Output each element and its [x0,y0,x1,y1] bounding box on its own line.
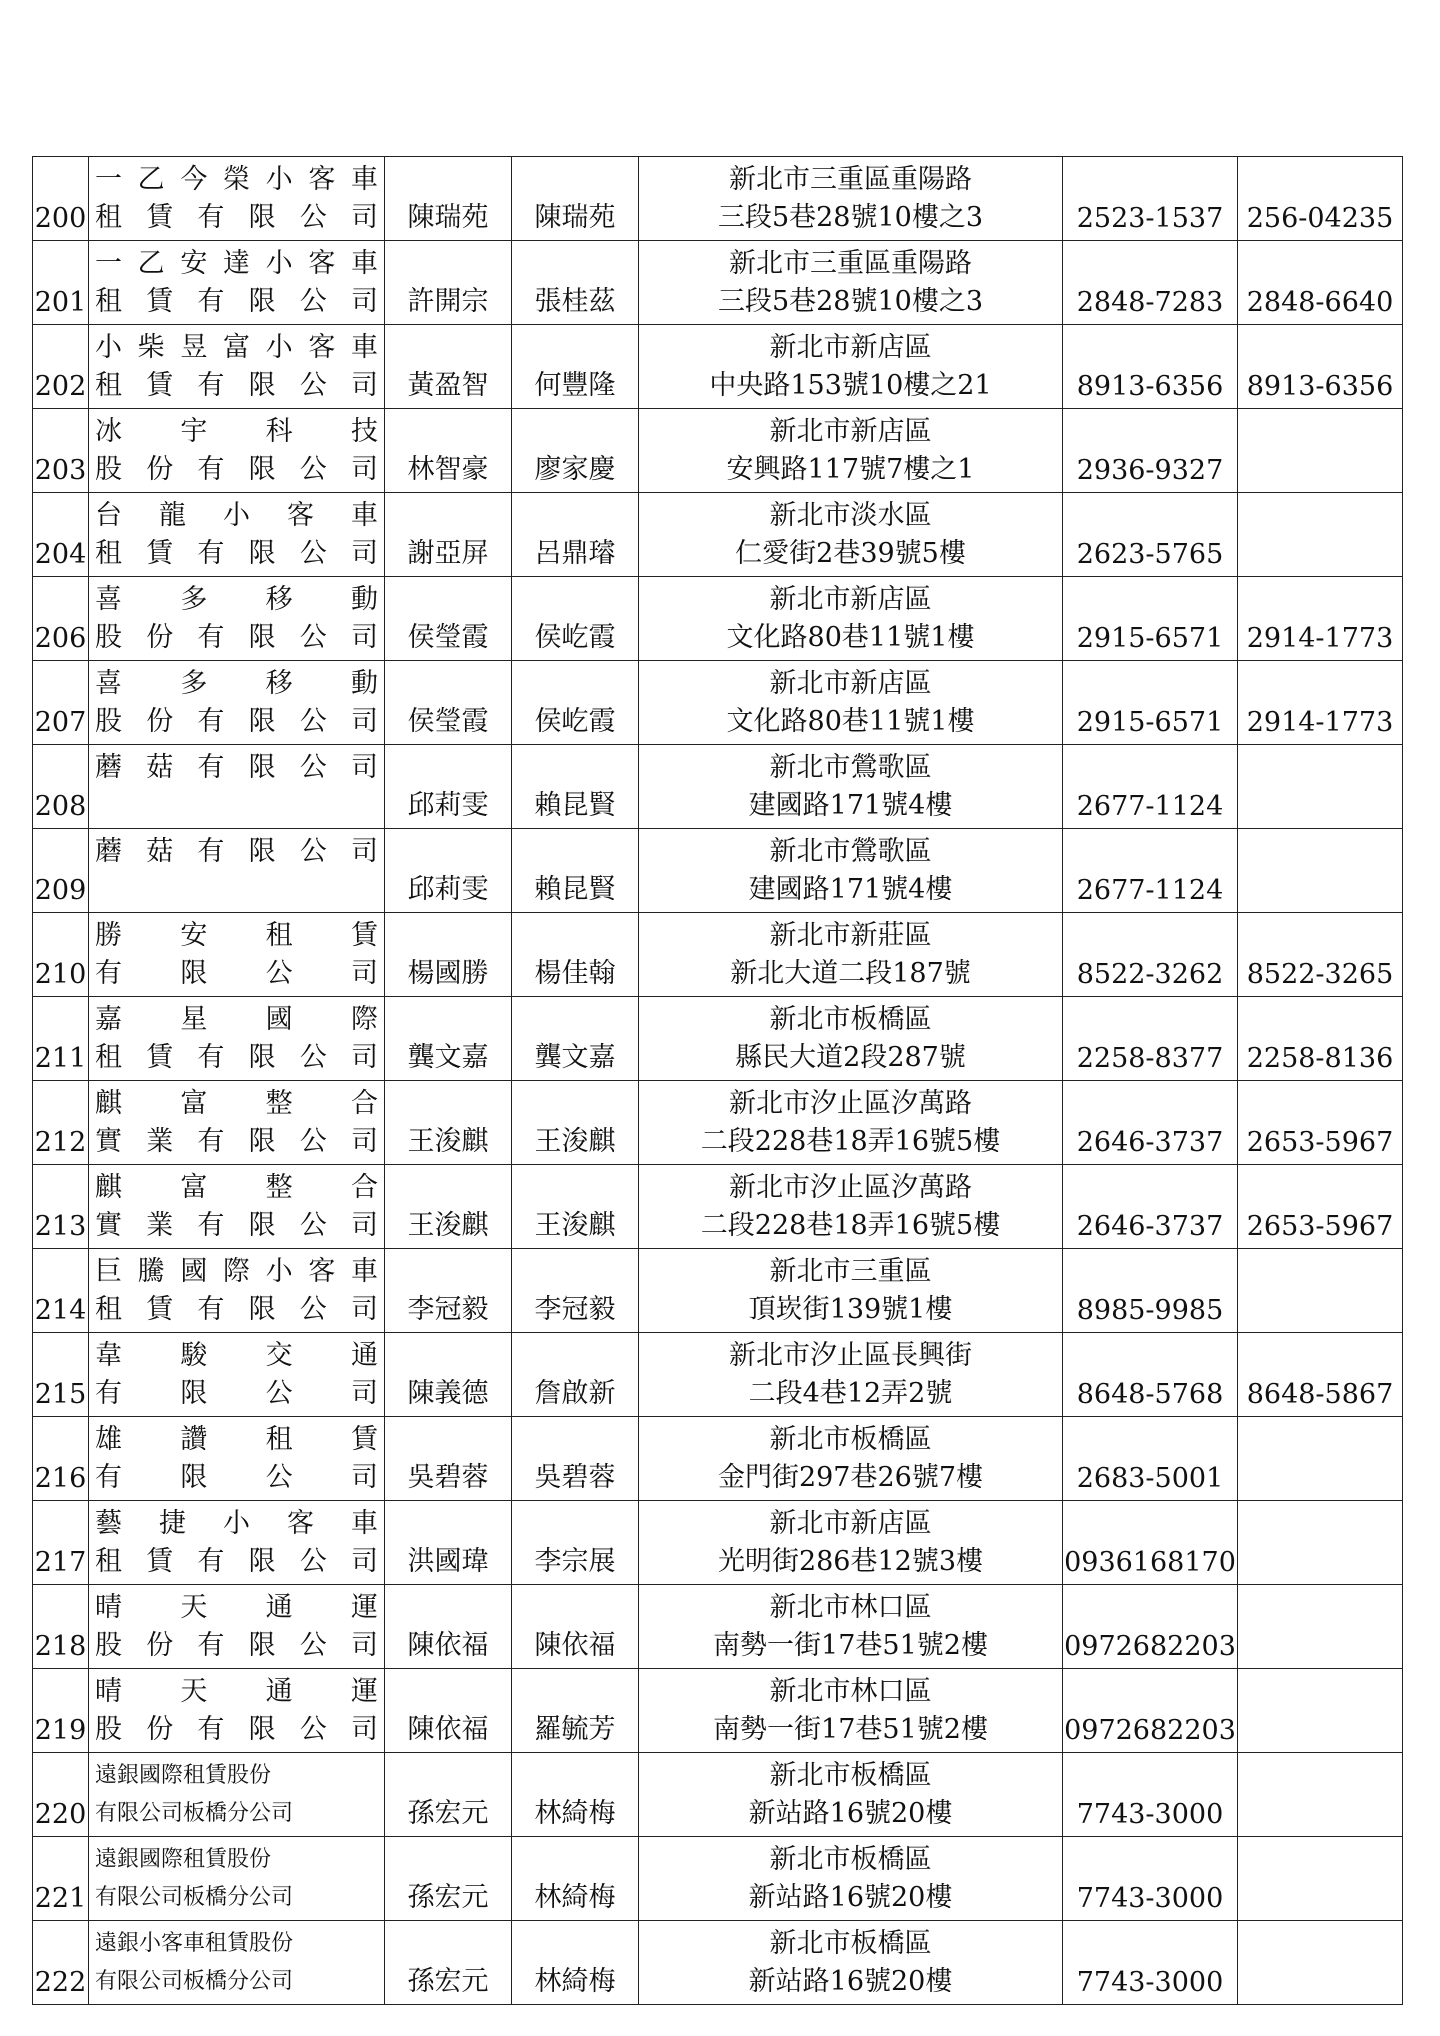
owner-name: 陳瑞苑 [385,157,512,241]
company-name-line: 一乙今榮小客車 [95,163,378,195]
phone-number: 7743-3000 [1063,1837,1238,1921]
owner-name: 林智豪 [385,409,512,493]
address-line: 新北市汐止區長興街 [729,1339,972,1371]
company-name [89,409,385,493]
table-row [33,1669,1403,1753]
company-name [89,157,385,241]
owner-name: 洪國瑋 [385,1501,512,1585]
manager-name: 王浚麒 [512,1165,639,1249]
company-name-line: 有限公司板橋分公司 [95,1968,294,1994]
manager-name: 羅毓芳 [512,1669,639,1753]
address [639,745,1063,829]
address [639,913,1063,997]
address [639,1837,1063,1921]
company-name [89,1837,385,1921]
address-line: 新北市板橋區 [769,1423,932,1455]
manager-name: 廖家慶 [512,409,639,493]
address-line: 新北市汐止區汐萬路 [729,1087,972,1119]
phone-number: 2523-1537 [1063,157,1238,241]
address-line: 新北市新店區 [769,1507,932,1539]
manager-name: 楊佳翰 [512,913,639,997]
company-name [89,1165,385,1249]
company-name-line: 喜多移動 [95,667,378,699]
table-row [33,913,1403,997]
phone-number: 2258-8377 [1063,997,1238,1081]
address-line: 中央路153號10樓之21 [709,369,992,401]
address-line: 新北大道二段187號 [730,957,971,989]
company-name-line: 巨騰國際小客車 [95,1255,378,1287]
manager-name: 李宗展 [512,1501,639,1585]
fax-number: 2653-5967 [1238,1081,1403,1165]
row-number: 219 [33,1669,89,1753]
table-row [33,1333,1403,1417]
address-line: 建國路171號4樓 [748,873,953,905]
company-name-line: 遠銀國際租賃股份 [95,1846,272,1872]
address-line: 文化路80巷11號1樓 [726,621,975,653]
company-name-line: 有限公司 [95,957,378,989]
manager-name: 張桂茲 [512,241,639,325]
fax-number [1238,1669,1403,1753]
company-name [89,1249,385,1333]
company-name-line: 租賃有限公司 [95,201,378,233]
company-name-line: 藝捷小客車 [95,1507,378,1539]
address-line: 金門街297巷26號7樓 [717,1461,984,1493]
row-number: 215 [33,1333,89,1417]
address [639,493,1063,577]
company-name-line: 有限公司 [95,1377,378,1409]
address-line: 光明街286巷12號3樓 [717,1545,984,1577]
manager-name: 呂鼎璿 [512,493,639,577]
address-line: 縣民大道2段287號 [735,1041,966,1073]
company-name-line [95,871,378,909]
address [639,1081,1063,1165]
fax-number: 8913-6356 [1238,325,1403,409]
fax-number: 8648-5867 [1238,1333,1403,1417]
address-line: 新北市鶯歌區 [769,751,932,783]
owner-name: 王浚麒 [385,1081,512,1165]
address [639,1753,1063,1837]
phone-number: 7743-3000 [1063,1753,1238,1837]
company-name-line: 租賃有限公司 [95,537,378,569]
phone-number: 0972682203 [1063,1669,1238,1753]
row-number: 218 [33,1585,89,1669]
table-row [33,409,1403,493]
company-name-line: 股份有限公司 [95,453,378,485]
manager-name: 詹啟新 [512,1333,639,1417]
table-row [33,1249,1403,1333]
address-line: 新北市新店區 [769,583,932,615]
fax-number [1238,1837,1403,1921]
row-number: 213 [33,1165,89,1249]
manager-name: 林綺梅 [512,1837,639,1921]
address-line: 新北市鶯歌區 [769,835,932,867]
owner-name: 陳依福 [385,1585,512,1669]
company-name-line: 遠銀小客車租賃股份 [95,1930,294,1956]
company-name [89,1417,385,1501]
company-name-line: 實業有限公司 [95,1209,378,1241]
phone-number: 2936-9327 [1063,409,1238,493]
address-line: 新北市板橋區 [769,1927,932,1959]
table-row [33,577,1403,661]
table-row [33,829,1403,913]
company-name-line: 有限公司板橋分公司 [95,1884,294,1910]
company-name-line: 勝安租賃 [95,919,378,951]
address [639,661,1063,745]
address [639,157,1063,241]
address-line: 新北市林口區 [769,1591,932,1623]
phone-number: 2677-1124 [1063,745,1238,829]
table-row [33,325,1403,409]
phone-number: 2646-3737 [1063,1165,1238,1249]
manager-name: 林綺梅 [512,1753,639,1837]
address-line: 頂崁街139號1樓 [748,1293,953,1325]
address-line: 新站路16號20樓 [748,1965,953,1997]
company-name-line: 蘑菇有限公司 [95,835,378,867]
company-name [89,493,385,577]
company-name-line: 遠銀國際租賃股份 [95,1762,272,1788]
address [639,829,1063,913]
company-name-line: 股份有限公司 [95,1629,378,1661]
row-number: 212 [33,1081,89,1165]
company-name [89,1501,385,1585]
owner-name: 謝亞屏 [385,493,512,577]
row-number: 207 [33,661,89,745]
fax-number [1238,1585,1403,1669]
company-name-line: 喜多移動 [95,583,378,615]
table-row [33,745,1403,829]
row-number: 211 [33,997,89,1081]
company-name [89,1585,385,1669]
address [639,1249,1063,1333]
company-name-line: 租賃有限公司 [95,369,378,401]
fax-number [1238,493,1403,577]
table-row [33,241,1403,325]
company-table [32,156,1403,2005]
address-line: 仁愛街2巷39號5樓 [735,537,966,569]
address-line: 南勢一街17巷51號2樓 [713,1629,988,1661]
company-name-line: 有限公司 [95,1461,378,1493]
fax-number: 2653-5967 [1238,1165,1403,1249]
address-line: 新站路16號20樓 [748,1797,953,1829]
company-name-line: 租賃有限公司 [95,1041,378,1073]
owner-name: 邱莉雯 [385,745,512,829]
address [639,1333,1063,1417]
row-number: 221 [33,1837,89,1921]
manager-name: 吳碧蓉 [512,1417,639,1501]
company-name [89,1081,385,1165]
table-row [33,661,1403,745]
address-line: 安興路117號7樓之1 [726,453,975,485]
company-name-line: 雄讚租賃 [95,1423,378,1455]
row-number: 220 [33,1753,89,1837]
address [639,1669,1063,1753]
manager-name: 龔文嘉 [512,997,639,1081]
company-name-line: 小柴昱富小客車 [95,331,378,363]
phone-number: 2623-5765 [1063,493,1238,577]
company-name [89,1669,385,1753]
company-name [89,1333,385,1417]
address [639,1921,1063,2005]
address [639,1417,1063,1501]
manager-name: 王浚麒 [512,1081,639,1165]
manager-name: 賴昆賢 [512,829,639,913]
owner-name: 楊國勝 [385,913,512,997]
company-name [89,913,385,997]
company-name [89,997,385,1081]
address [639,325,1063,409]
row-number: 222 [33,1921,89,2005]
fax-number [1238,829,1403,913]
row-number: 209 [33,829,89,913]
address-line: 新北市板橋區 [769,1003,932,1035]
fax-number: 256-04235 [1238,157,1403,241]
phone-number: 2848-7283 [1063,241,1238,325]
fax-number: 2848-6640 [1238,241,1403,325]
table-row [33,997,1403,1081]
owner-name: 侯瑩霞 [385,577,512,661]
address-line: 新北市三重區重陽路 [729,163,972,195]
fax-number [1238,1249,1403,1333]
address [639,1165,1063,1249]
phone-number: 0972682203 [1063,1585,1238,1669]
row-number: 206 [33,577,89,661]
company-name-line: 嘉星國際 [95,1003,378,1035]
company-name-line: 租賃有限公司 [95,1545,378,1577]
company-name-line: 股份有限公司 [95,705,378,737]
manager-name: 侯屹霞 [512,661,639,745]
row-number: 204 [33,493,89,577]
address-line: 新北市三重區重陽路 [729,247,972,279]
manager-name: 陳瑞苑 [512,157,639,241]
address [639,997,1063,1081]
manager-name: 賴昆賢 [512,745,639,829]
company-name-line: 韋駿交通 [95,1339,378,1371]
row-number: 208 [33,745,89,829]
address-line: 新北市淡水區 [769,499,932,531]
company-name [89,577,385,661]
address-line: 新北市新店區 [769,667,932,699]
address [639,1501,1063,1585]
address [639,577,1063,661]
phone-number: 2677-1124 [1063,829,1238,913]
company-name-line: 實業有限公司 [95,1125,378,1157]
company-name-line: 麒富整合 [95,1087,378,1119]
fax-number: 2258-8136 [1238,997,1403,1081]
address-line: 文化路80巷11號1樓 [726,705,975,737]
table-row [33,1165,1403,1249]
company-name-line: 冰宇科技 [95,415,378,447]
phone-number: 8648-5768 [1063,1333,1238,1417]
company-name-line: 晴天通運 [95,1675,378,1707]
table-row [33,1837,1403,1921]
manager-name: 李冠毅 [512,1249,639,1333]
phone-number: 2915-6571 [1063,577,1238,661]
company-name-line: 租賃有限公司 [95,285,378,317]
company-name [89,241,385,325]
row-number: 203 [33,409,89,493]
company-name-line: 租賃有限公司 [95,1293,378,1325]
phone-number: 0936168170 [1063,1501,1238,1585]
address-line: 二段228巷18弄16號5樓 [700,1125,1001,1157]
table-row [33,1753,1403,1837]
fax-number [1238,1753,1403,1837]
address-line: 新北市板橋區 [769,1843,932,1875]
address-line: 三段5巷28號10樓之3 [717,285,984,317]
owner-name: 孫宏元 [385,1921,512,2005]
company-name-line: 有限公司板橋分公司 [95,1800,294,1826]
owner-name: 黃盈智 [385,325,512,409]
manager-name: 陳依福 [512,1585,639,1669]
owner-name: 孫宏元 [385,1753,512,1837]
manager-name: 何豐隆 [512,325,639,409]
address-line: 新北市新莊區 [769,919,932,951]
owner-name: 侯瑩霞 [385,661,512,745]
address [639,409,1063,493]
address [639,241,1063,325]
address-line: 建國路171號4樓 [748,789,953,821]
address-line: 二段4巷12弄2號 [748,1377,953,1409]
owner-name: 許開宗 [385,241,512,325]
address-line: 新北市新店區 [769,331,932,363]
company-name-line: 股份有限公司 [95,621,378,653]
owner-name: 吳碧蓉 [385,1417,512,1501]
phone-number: 2646-3737 [1063,1081,1238,1165]
table-row [33,1417,1403,1501]
table-row [33,1921,1403,2005]
address-line: 新北市新店區 [769,415,932,447]
owner-name: 王浚麒 [385,1165,512,1249]
address-line: 二段228巷18弄16號5樓 [700,1209,1001,1241]
company-name-line: 一乙安達小客車 [95,247,378,279]
table-row [33,1585,1403,1669]
company-name [89,1753,385,1837]
address-line: 南勢一街17巷51號2樓 [713,1713,988,1745]
row-number: 201 [33,241,89,325]
table-row [33,157,1403,241]
table-row [33,1081,1403,1165]
phone-number: 8913-6356 [1063,325,1238,409]
owner-name: 邱莉雯 [385,829,512,913]
owner-name: 龔文嘉 [385,997,512,1081]
address-line: 新北市林口區 [769,1675,932,1707]
company-name [89,745,385,829]
company-name [89,829,385,913]
fax-number [1238,1921,1403,2005]
phone-number: 7743-3000 [1063,1921,1238,2005]
phone-number: 8985-9985 [1063,1249,1238,1333]
company-name [89,661,385,745]
company-name [89,325,385,409]
company-name-line: 台龍小客車 [95,499,378,531]
company-name [89,1921,385,2005]
fax-number [1238,409,1403,493]
address-line: 新站路16號20樓 [748,1881,953,1913]
company-name-line: 股份有限公司 [95,1713,378,1745]
row-number: 214 [33,1249,89,1333]
row-number: 202 [33,325,89,409]
row-number: 200 [33,157,89,241]
company-name-line: 蘑菇有限公司 [95,751,378,783]
company-name-line: 麒富整合 [95,1171,378,1203]
phone-number: 8522-3262 [1063,913,1238,997]
table-row [33,493,1403,577]
manager-name: 林綺梅 [512,1921,639,2005]
owner-name: 陳依福 [385,1669,512,1753]
address [639,1585,1063,1669]
table-row [33,1501,1403,1585]
row-number: 217 [33,1501,89,1585]
address-line: 新北市板橋區 [769,1759,932,1791]
company-name-line: 晴天通運 [95,1591,378,1623]
fax-number: 2914-1773 [1238,577,1403,661]
address-line: 新北市三重區 [769,1255,932,1287]
address-line: 三段5巷28號10樓之3 [717,201,984,233]
fax-number [1238,745,1403,829]
row-number: 210 [33,913,89,997]
phone-number: 2915-6571 [1063,661,1238,745]
address-line: 新北市汐止區汐萬路 [729,1171,972,1203]
fax-number [1238,1501,1403,1585]
owner-name: 陳義德 [385,1333,512,1417]
fax-number: 2914-1773 [1238,661,1403,745]
manager-name: 侯屹霞 [512,577,639,661]
company-name-line [95,787,378,825]
owner-name: 李冠毅 [385,1249,512,1333]
fax-number: 8522-3265 [1238,913,1403,997]
owner-name: 孫宏元 [385,1837,512,1921]
phone-number: 2683-5001 [1063,1417,1238,1501]
row-number: 216 [33,1417,89,1501]
fax-number [1238,1417,1403,1501]
